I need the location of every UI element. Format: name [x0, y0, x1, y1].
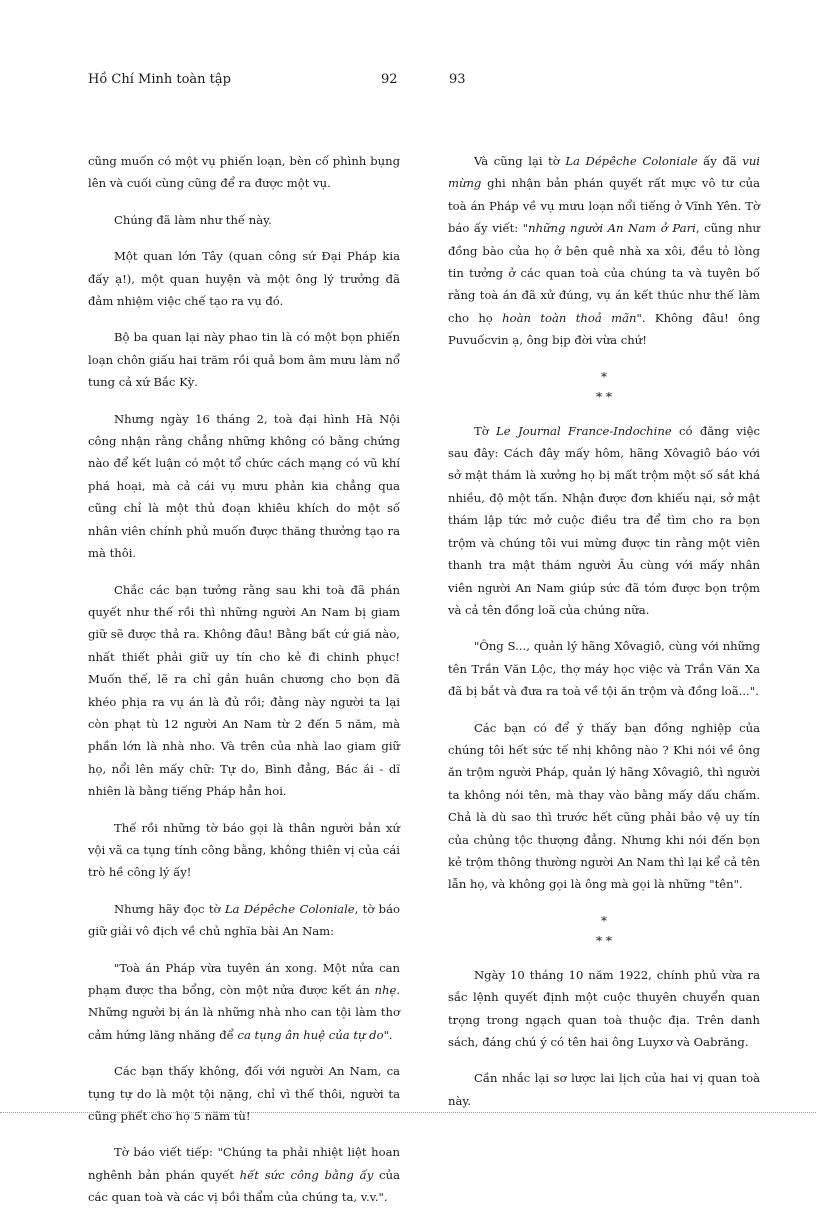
paragraph: Nhưng ngày 16 tháng 2, toà đại hình Hà Nội công nhận rằng chẳng những không có bằng chứng nào để kết luận có một tổ chức cách mạng có vũ khí phá hoại, mà cả cái vụ mưu phản kia chẳng qua cũng chỉ là một thủ đoạn khiêu khích do một số nhân viên chính phủ muốn được thăng thưởng tạo ra mà thôi.	[88, 411, 400, 561]
paragraph: Tờ Le Journal France-Indochine có đăng việc sau đây: Cách đây mấy hôm, hãng Xôvagiô báo với sở mật thám là xưởng họ bị mất trộm một số sắt khá nhiều, độ một tấn. Nhận được đơn khiếu nại, sở mật thám lập tức mở cuộc điều tra để tìm cho ra bọn trộm và chúng tôi vui mừng được tin rằng một viên thanh tra mật thám người Âu cùng với mấy nhân viên người An Nam giúp sức đã tóm được bọn trộm và cả tên đồng loã của chúng nữa.	[448, 423, 760, 617]
paragraph: Tờ báo viết tiếp: "Chúng ta phải nhiệt liệt hoan nghênh bản phán quyết hết sức công bằng ấy của các quan toà và các vị bồi thẩm của chúng ta, v.v.".	[88, 1145, 400, 1205]
page-number-right: 93	[449, 72, 466, 87]
paragraph: Các bạn có để ý thấy bạn đồng nghiệp của chúng tôi hết sức tế nhị không nào ? Khi nói về ông ăn trộm người Pháp, quản lý hãng Xôvagiô, thì người ta không nói tên, mà thay vào bằng mấy dấu chấm. Chả là dù sao thì trước hết cũng phải bảo vệ uy tín của chủng tộc thượng đẳng. Nhưng khi nói đến bọn kẻ trộm thông thường người An Nam thì lại kể cả tên lẫn họ, và không gọi là ông mà gọi là những "tên".	[448, 720, 760, 892]
separator-star-top: *	[601, 913, 607, 928]
separator-star-bottom: * *	[596, 389, 612, 404]
section-separator	[448, 366, 760, 406]
paragraph: Nhưng hãy đọc tờ La Dépêche Coloniale, tờ báo giữ giải vô địch về chủ nghĩa bài An Nam:	[88, 901, 400, 939]
paragraph: Và cũng lại tờ La Dépêche Coloniale ấy đã vui mừng ghi nhận bản phán quyết rất mực vô tư của toà án Pháp về vụ mưu loạn nổi tiếng ở Vĩnh Yên. Tờ báo ấy viết: "những người An Nam ở Pari, cũng như đồng bào của họ ở bên quê nhà xa xôi, đều tỏ lòng tin tưởng ở các quan toà của chúng ta và tuyên bố rằng toà án đã xử đúng, vụ án kết thúc như thế làm cho họ hoàn toàn thoả mãn". Không đâu! ông Puvuốcvin ạ, ông bịp đời vừa chứ!	[448, 154, 761, 348]
separator-star-bottom: * *	[596, 933, 612, 948]
paragraph: Thế rồi những tờ báo gọi là thân người bản xứ vội vã ca tụng tính công bằng, không thiên vị của cái trò hề công lý ấy!	[88, 820, 400, 880]
paragraph: Chắc các bạn tưởng rằng sau khi toà đã phán quyết như thế rồi thì những người An Nam bị giam giữ sẽ được thả ra. Không đâu! Bằng bất cứ giá nào, nhất thiết phải giữ uy tín cho kẻ đi chinh phục! Muốn thế, lẽ ra chỉ gắn huân chương cho bọn đã khéo phịa ra vụ án là đủ rồi; đằng này người ta lại còn phạt tù 12 người An Nam từ 2 đến 5 năm, mà phần lớn là nhà nho. Và trên của nhà lao giam giữ họ, nổi lên mấy chữ: Tự do, Bình đẳng, Bác ái - dĩ nhiên là bằng tiếng Pháp hẳn hoi.	[88, 582, 400, 799]
paragraph: Bộ ba quan lại này phao tin là có một bọn phiến loạn chôn giấu hai trăm rồi quả bom âm mưu làm nổ tung cả xứ Bắc Kỳ.	[88, 330, 400, 390]
section-separator	[448, 910, 760, 950]
paragraph: "Toà án Pháp vừa tuyên án xong. Một nửa can phạm được tha bổng, còn một nửa được kết án nhẹ. Những người bị án là những nhà nho can tội làm thơ cảm hứng lăng nhăng để ca tụng ân huệ của tự do".	[88, 960, 400, 1042]
left-column	[88, 150, 400, 1223]
paragraph: Cần nhắc lại sơ lược lai lịch của hai vị quan toà này.	[448, 1071, 760, 1108]
paragraph: "Ông S..., quản lý hãng Xôvagiô, cùng với những tên Trần Văn Lộc, thợ máy học việc và Trần Văn Xa đã bị bắt và đưa ra toà về tội ăn trộm và đồng loã...".	[448, 639, 760, 699]
paragraph: cũng muốn có một vụ phiến loạn, bèn cố phình bụng lên và cuối cùng cũng để ra được một vụ.	[88, 154, 400, 191]
right-column	[448, 150, 760, 1126]
page-number-left: 92	[381, 72, 398, 87]
page-bottom-divider	[0, 1112, 816, 1113]
paragraph: Ngày 10 tháng 10 năm 1922, chính phủ vừa ra sắc lệnh quyết định một cuộc thuyên chuyển quan trọng trong ngạch quan toà thuộc địa. Trên danh sách, đáng chú ý có tên hai ông Luyxơ và Oabrăng.	[448, 967, 760, 1049]
separator-star-top: *	[601, 369, 607, 384]
paragraph: Một quan lớn Tây (quan công sứ Đại Pháp kia đấy ạ!), một quan huyện và một ông lý trưởng đã đảm nhiệm việc chế tạo ra vụ đó.	[88, 249, 400, 309]
running-header-title: Hồ Chí Minh toàn tập	[88, 72, 231, 87]
paragraph: Chúng đã làm như thế này.	[114, 212, 272, 227]
paragraph: Các bạn thấy không, đối với người An Nam, ca tụng tự do là một tội nặng, chỉ vì thế thôi, người ta cũng phết cho họ 5 năm tù!	[88, 1064, 400, 1124]
